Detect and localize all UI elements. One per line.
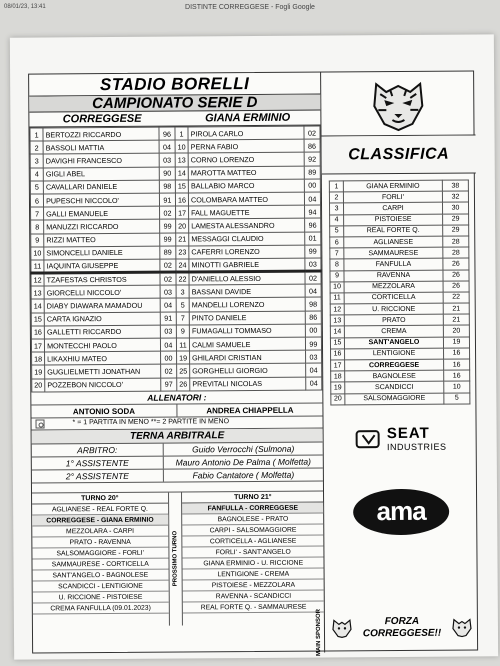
standing-team: GIANA ERMINIO (343, 180, 442, 192)
fixture-item: RAVENNA - SCANDICCI (183, 590, 324, 602)
away-number: 5 (176, 298, 189, 311)
home-player: GIORCELLI NICCOLO' (44, 285, 160, 299)
home-coach: ANTONIO SODA (31, 404, 177, 417)
standing-team: SALSOMAGGIORE (345, 393, 444, 405)
home-player: RIZZI MATTEO (44, 233, 160, 247)
standing-position: 20 (331, 393, 345, 404)
turn20-title: TURNO 20° (32, 492, 168, 504)
standing-points: 26 (443, 281, 469, 292)
away-player: BASSANI DAVIDE (189, 284, 305, 298)
home-player: DAVIGHI FRANCESCO (43, 154, 159, 168)
home-number: 6 (30, 194, 43, 207)
standing-team: SAMMAURESE (344, 247, 443, 259)
away-year: 00 (304, 179, 320, 192)
standing-team: FANFULLA (344, 258, 443, 270)
standing-team: REAL FORTE Q. (344, 225, 443, 237)
footer-band (325, 607, 479, 648)
left-panel (29, 73, 325, 655)
referee-title: TERNA ARBITRALE (32, 428, 323, 444)
home-player: SIMONCELLI DANIELE (44, 246, 160, 260)
standing-team: SANT'ANGELO (344, 337, 443, 349)
home-year: 99 (160, 233, 176, 246)
away-year: 94 (304, 205, 320, 218)
home-player: GALLETTI RICCARDO (44, 325, 160, 339)
standing-points: 38 (442, 180, 468, 191)
away-team-name: GIANA ERMINIO (205, 111, 291, 125)
tiger-logo-box (321, 71, 475, 136)
standing-points: 22 (443, 292, 469, 303)
home-player: BASSOLI MATTIA (43, 140, 159, 154)
home-year: 99 (159, 219, 175, 232)
away-number: 25 (177, 364, 190, 377)
away-number: 23 (176, 246, 189, 259)
away-player: CALMI SAMUELE (189, 337, 305, 351)
fixture-item: REAL FORTE Q. - SAMMAURESE (183, 601, 324, 613)
home-number: 3 (30, 154, 43, 167)
standing-points: 16 (444, 359, 470, 370)
standing-points: 10 (444, 381, 470, 392)
standing-position: 1 (329, 181, 343, 192)
tiger-mascot-icon (366, 75, 430, 131)
fixture-item: AGLIANESE - REAL FORTE Q. (32, 503, 168, 515)
home-player: PUPESCHI NICCOLO' (44, 193, 160, 207)
standings-table (329, 179, 471, 405)
away-player: GHILARDI CRISTIAN (190, 350, 306, 364)
seat-logo-icon (355, 425, 383, 453)
home-year: 04 (159, 140, 175, 153)
home-year: 02 (160, 364, 176, 377)
home-year: 03 (160, 325, 176, 338)
home-year: 89 (160, 246, 176, 259)
home-year: 90 (159, 167, 175, 180)
standing-position: 14 (330, 326, 344, 337)
tiger-mascot-icon (451, 616, 473, 638)
assistant2-role: 2° ASSISTENTE (32, 469, 164, 482)
standing-position: 10 (330, 282, 344, 293)
away-coach: ANDREA CHIAPPELLA (206, 405, 294, 416)
home-year: 04 (160, 338, 176, 351)
home-player: GUGLIELMETTI JONATHAN (45, 365, 161, 379)
home-number: 7 (31, 207, 44, 220)
roster-table (29, 126, 322, 393)
standing-position: 19 (331, 382, 345, 393)
roster-row (32, 377, 322, 392)
home-player: GALLI EMANUELE (44, 206, 160, 220)
home-number: 11 (31, 260, 44, 273)
fixture-item: FANFULLA - CORREGGESE (183, 502, 324, 514)
away-year: 04 (305, 284, 321, 297)
away-number: 20 (176, 219, 189, 232)
standing-team: RAVENNA (344, 270, 443, 282)
standing-position: 11 (330, 293, 344, 304)
standing-position: 2 (329, 192, 343, 203)
fixture-item: SCANDICCI - LENTIGIONE (33, 580, 169, 592)
away-number: 19 (177, 351, 190, 364)
footer-slogan (363, 616, 442, 641)
paper-sheet (10, 34, 498, 659)
fixture-item: LENTIGIONE - CREMA (183, 568, 324, 580)
home-number: 15 (31, 313, 44, 326)
home-player: TZAFESTAS CHRISTOS (44, 272, 160, 286)
standing-position: 8 (330, 259, 344, 270)
away-year: 96 (304, 218, 320, 231)
home-number: 10 (31, 247, 44, 260)
fixture-item: CARPI - SALSOMAGGIORE (183, 524, 324, 536)
home-year: 03 (159, 153, 175, 166)
away-number: 10 (175, 140, 188, 153)
assistant1-name: Mauro Antonio De Palma ( Molfetta) (175, 456, 311, 468)
away-player: FUMAGALLI TOMMASO (189, 324, 305, 338)
home-year: 00 (160, 351, 176, 364)
standing-position: 13 (330, 315, 344, 326)
next-turn-label (169, 492, 184, 625)
standing-points: 21 (443, 314, 469, 325)
home-player: MONTECCHI PAOLO (45, 338, 161, 352)
away-player: PIROLA CARLO (188, 126, 304, 140)
ama-sponsor-logo: ama (353, 488, 449, 535)
standing-points: 26 (443, 269, 469, 280)
main-sponsor-label (314, 593, 325, 666)
away-number: 7 (176, 312, 189, 325)
home-player: CAVALLARI DANIELE (43, 180, 159, 194)
standing-points: 29 (443, 214, 469, 225)
home-number: 17 (31, 339, 44, 352)
away-year: 04 (304, 192, 320, 205)
away-player: CORNO LORENZO (188, 153, 304, 167)
home-number: 1 (30, 128, 43, 141)
fixture-item: CORREGGESE - GIANA ERMINIO (32, 514, 168, 526)
home-number: 8 (31, 220, 44, 233)
stadium-title: STADIO BORELLI (29, 73, 320, 97)
print-date: 08/01/23, 13:41 (4, 4, 46, 10)
away-player: FALL MAGUETTE (189, 205, 305, 219)
standing-position: 15 (330, 337, 344, 348)
standing-points: 5 (444, 393, 470, 404)
away-number: 3 (176, 285, 189, 298)
standing-position: 18 (331, 371, 345, 382)
away-player: MANDELLI LORENZO (189, 298, 305, 312)
seat-brand: SEAT (386, 425, 430, 443)
home-team-name: CORREGGESE (62, 112, 142, 126)
standing-team: U. RICCIONE (344, 303, 443, 315)
away-player: MESSAGGI CLAUDIO (189, 232, 305, 246)
home-year: 96 (159, 127, 175, 140)
away-player: PINTO DANIELE (189, 311, 305, 325)
away-year: 99 (305, 245, 321, 258)
home-year: 04 (160, 298, 176, 311)
away-year: 02 (304, 126, 320, 139)
home-number: 18 (32, 352, 45, 365)
away-number: 17 (175, 206, 188, 219)
home-number: 5 (30, 181, 43, 194)
fixture-item: GIANA ERMINIO - U. RICCIONE (183, 557, 324, 569)
standing-points: 29 (443, 225, 469, 236)
home-number: 16 (31, 326, 44, 339)
footer-line2: CORREGGESE!! (362, 627, 442, 640)
turn21-title: TURNO 21° (182, 491, 323, 503)
home-number: 2 (30, 141, 43, 154)
standing-position: 16 (331, 349, 345, 360)
home-number: 12 (31, 273, 44, 286)
away-year: 04 (306, 377, 322, 390)
home-year: 97 (161, 378, 177, 391)
standing-points: 16 (444, 370, 470, 381)
away-number: 1 (175, 127, 188, 140)
standing-position: 3 (329, 203, 343, 214)
fixture-item: SAMMAURESE - CORTICELLA (32, 558, 168, 570)
away-number: 14 (175, 167, 188, 180)
standing-team: FORLI' (343, 191, 442, 203)
away-player: COLOMBARA MATTEO (188, 192, 304, 206)
standings-row (331, 393, 470, 405)
standing-position: 6 (330, 237, 344, 248)
championship-title: CAMPIONATO SERIE D (29, 95, 320, 113)
next-turn-text: PROSSIMO TURNO (172, 531, 179, 587)
away-number: 26 (177, 378, 190, 391)
footer-line1: FORZA (384, 615, 420, 628)
home-number: 9 (31, 233, 44, 246)
coaches-title: ALLENATORI : (31, 390, 322, 405)
home-number: 14 (31, 299, 44, 312)
fixture-item: FORLI' - SANT'ANGELO (183, 546, 324, 558)
assistant1-role: 1° ASSISTENTE (32, 456, 164, 469)
away-year: 86 (304, 139, 320, 152)
home-player: DIABY DIAWARA MAMADOU (44, 299, 160, 313)
standing-points: 21 (443, 303, 469, 314)
standing-position: 4 (330, 214, 344, 225)
away-year: 01 (305, 232, 321, 245)
referee-role: ARBITRO: (32, 443, 164, 456)
standing-points: 16 (444, 348, 470, 359)
away-number: 16 (175, 193, 188, 206)
tiger-mascot-icon (331, 617, 353, 639)
standing-team: BAGNOLESE (345, 370, 444, 382)
standing-team: PISTOIESE (344, 214, 443, 226)
main-sponsor-text: MAIN SPONSOR (315, 609, 323, 657)
standing-team: PRATO (344, 314, 443, 326)
home-number: 19 (32, 365, 45, 378)
fixture-item: SALSOMAGGIORE - FORLI' (32, 547, 168, 559)
home-year: 03 (160, 285, 176, 298)
fixture-item: PISTOIESE - MEZZOLARA (183, 579, 324, 591)
standing-points: 28 (443, 247, 469, 258)
standing-position: 5 (330, 226, 344, 237)
home-year: 02 (159, 206, 175, 219)
away-year: 86 (305, 311, 321, 324)
turn21-column (182, 491, 323, 625)
away-year: 89 (304, 166, 320, 179)
away-player: LAMESTA ALESSANDRO (189, 218, 305, 232)
away-number: 21 (176, 232, 189, 245)
home-year: 02 (160, 259, 176, 272)
home-number: 4 (30, 168, 43, 181)
away-player: PREVITALI NICOLAS (190, 377, 306, 391)
away-number: 24 (176, 259, 189, 272)
note-text: * = 1 PARTITA IN MENO **= 2 PARTITE IN MENO (72, 418, 230, 427)
away-number: 15 (175, 180, 188, 193)
home-year: 98 (159, 180, 175, 193)
home-number: 13 (31, 286, 44, 299)
away-number: 9 (176, 325, 189, 338)
fixture-item: CORTICELLA - AGLIANESE (183, 535, 324, 547)
home-number: 20 (32, 379, 45, 392)
standing-position: 12 (330, 304, 344, 315)
home-player: BERTOZZI RICCARDO (43, 127, 159, 141)
match-sheet (28, 70, 478, 657)
standings-title: CLASSIFICA (322, 135, 476, 174)
away-year: 02 (305, 271, 321, 284)
standing-points: 28 (443, 236, 469, 247)
standing-team: CARPI (343, 203, 442, 215)
away-player: BALLABIO MARCO (188, 179, 304, 193)
standing-team: MEZZOLARA (344, 281, 443, 293)
right-panel (315, 71, 479, 657)
standing-team: LENTIGIONE (345, 348, 444, 360)
away-player: MAROTTA MATTEO (188, 166, 304, 180)
away-player: PERNA FABIO (188, 139, 304, 153)
fixture-item: U. RICCIONE - PISTOIESE (33, 591, 169, 603)
fixture-item: SANT'ANGELO - BAGNOLESE (33, 569, 169, 581)
seat-sponsor (329, 412, 471, 465)
print-title: DISTINTE CORREGGESE - Fogli Google (185, 4, 315, 11)
away-year: 99 (305, 337, 321, 350)
standing-team: SCANDICCI (345, 382, 444, 394)
standing-team: CORREGGESE (345, 359, 444, 371)
home-player: POZZEBON NICCOLO' (45, 378, 161, 392)
standing-team: CREMA (344, 326, 443, 338)
away-number: 11 (176, 338, 189, 351)
home-player: LIKAXHIU MATEO (45, 351, 161, 365)
standing-team: CORTICELLA (344, 292, 443, 304)
standing-points: 19 (443, 337, 469, 348)
away-year: 92 (304, 152, 320, 165)
home-player: GIGLI ABEL (43, 167, 159, 181)
standing-position: 17 (331, 360, 345, 371)
away-year: 00 (305, 324, 321, 337)
away-number: 22 (176, 272, 189, 285)
away-player: MINOTTI GABRIELE (189, 258, 305, 272)
fixture-item: BAGNOLESE - PRATO (183, 513, 324, 525)
standing-points: 30 (442, 202, 468, 213)
fixture-item: CREMA FANFULLA (09.01.2023) (33, 602, 169, 614)
away-year: 03 (305, 258, 321, 271)
away-year: 03 (305, 350, 321, 363)
home-year: 02 (160, 272, 176, 285)
standing-points: 32 (442, 191, 468, 202)
assistant2-name: Fabio Cantatore ( Molfetta) (192, 469, 295, 481)
away-year: 98 (305, 297, 321, 310)
fixtures-section (32, 491, 324, 626)
home-player: CARTA IGNAZIO (44, 312, 160, 326)
away-year: 04 (305, 363, 321, 376)
standing-team: AGLIANESE (344, 236, 443, 248)
standing-position: 9 (330, 270, 344, 281)
turn20-column (32, 492, 169, 626)
away-number: 13 (175, 153, 188, 166)
standing-points: 26 (443, 258, 469, 269)
home-player: IAQUINTA GIUSEPPE (44, 259, 160, 273)
away-player: GORGHELLI GIORGIO (190, 364, 306, 378)
fixture-item: MEZZOLARA - CARPI (32, 525, 168, 537)
away-player: D'ANIELLO ALESSIO (189, 271, 305, 285)
note-icon (35, 419, 44, 428)
referee-name: Guido Verrocchi (Sulmona) (192, 443, 295, 455)
home-year: 91 (159, 193, 175, 206)
fixture-item: PRATO - RAVENNA (32, 536, 168, 548)
standing-position: 7 (330, 248, 344, 259)
home-year: 91 (160, 312, 176, 325)
home-player: MANUZZI RICCARDO (44, 219, 160, 233)
seat-subbrand: INDUSTRIES (386, 441, 447, 453)
standing-points: 20 (443, 325, 469, 336)
away-player: CAFERRI LORENZO (189, 245, 305, 259)
